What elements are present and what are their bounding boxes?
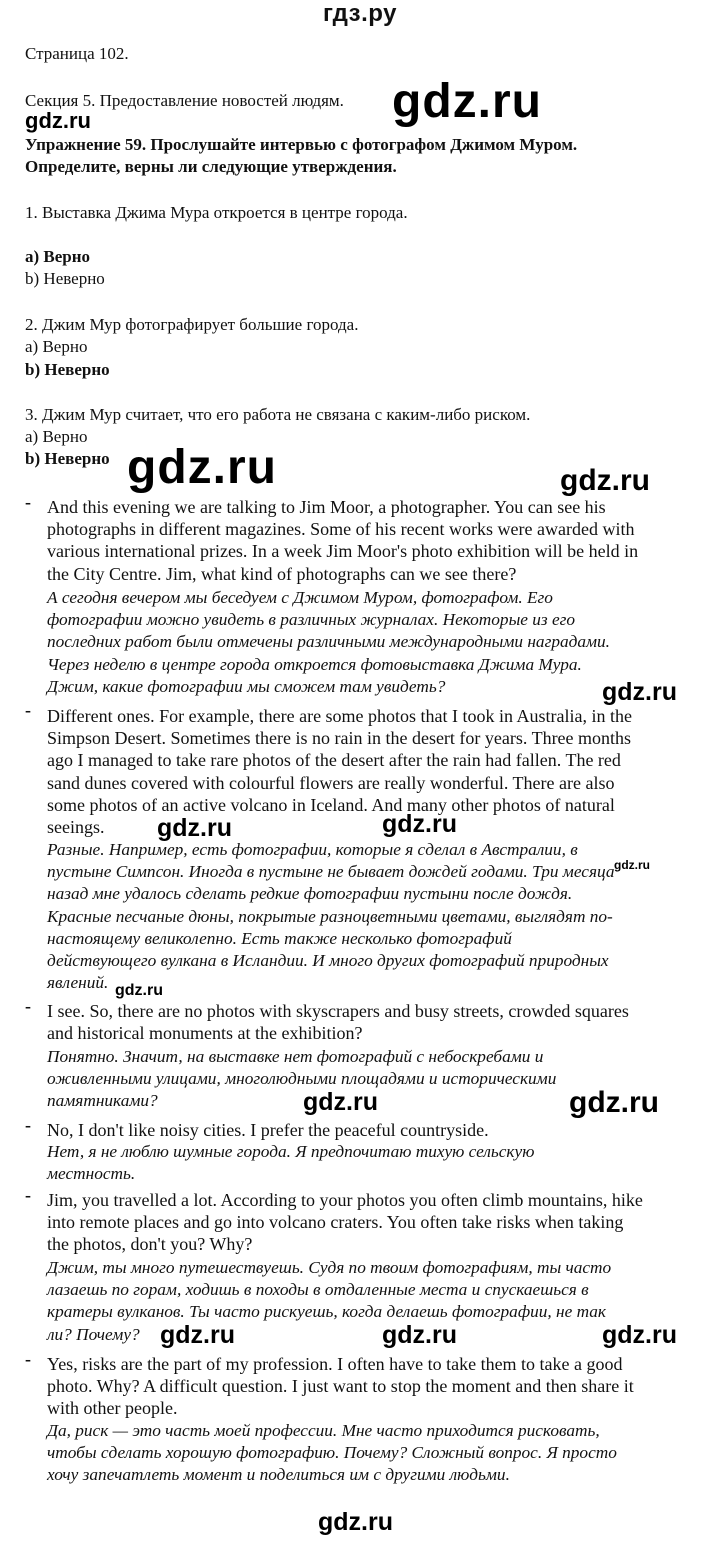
- text-line: Да, риск — это часть моей профессии. Мне часто приходится рисковать,: [47, 1421, 600, 1440]
- text-line: последних работ были отмечены различными международными наградами.: [47, 632, 610, 652]
- watermark-logo: gdz.ru: [157, 814, 232, 842]
- text-line: кратеры вулканов. Ты часто рискуешь, когда делаешь фотографии, не так: [47, 1302, 606, 1322]
- text-line: действующего вулкана в Исландии. И много других фотографий природных: [47, 951, 609, 971]
- question-1-option-a: a) Верно: [25, 247, 91, 266]
- text-line: настоящему великолепно. Есть также несколько фотографий: [47, 928, 512, 948]
- dialogue-dash: -: [25, 1185, 31, 1205]
- text-line: various international prizes. In a week Jim Moor's photo exhibition will be held in: [47, 541, 639, 562]
- text-line: And this evening we are talking to Jim Moor, a photographer. You can see his: [47, 497, 606, 517]
- text-line: Нет, я не люблю шумные города. Я предпочитаю тихую сельскую: [47, 1142, 535, 1161]
- exercise-title-line1: Упражнение 59. Прослушайте интервью с фотографом Джимом Муром.: [25, 135, 578, 154]
- text-line: some photos of an active volcano in Iceland. And many other photos of natural: [47, 794, 615, 815]
- text-line: seeings.: [47, 817, 105, 838]
- text-line: А сегодня вечером мы беседуем с Джимом Муром, фотографом. Его: [47, 588, 553, 607]
- text-line: into remote places and go into volcano craters. You often take risks when taking: [47, 1212, 624, 1233]
- text-line: памятниками?: [47, 1091, 158, 1111]
- text-line: ago I managed to take rare photos of the desert after the rain had fallen. The red: [47, 750, 621, 771]
- dialogue-0-en: [47, 496, 707, 585]
- watermark-logo: gdz.ru: [614, 858, 650, 872]
- text-line: Красные песчаные дюны, покрытые разноцветными цветами, выглядят по-: [47, 906, 613, 926]
- section-label: Секция 5. Предоставление новостей людям.: [25, 91, 344, 110]
- question-2-option-b: b) Неверно: [25, 360, 110, 379]
- watermark-logo: gdz.ru: [392, 75, 542, 128]
- watermark-logo: gdz.ru: [569, 1086, 659, 1119]
- text-line: оживленными улицами, многолюдными площадями и историческими: [47, 1069, 557, 1089]
- watermark-logo: gdz.ru: [160, 1321, 235, 1349]
- watermark-logo: gdz.ru: [303, 1088, 378, 1116]
- watermark-logo: gdz.ru: [602, 678, 677, 706]
- dialogue-dash: -: [25, 1115, 31, 1135]
- watermark-logo: gdz.ru: [115, 982, 163, 999]
- dialogue-dash: -: [25, 700, 31, 720]
- watermark-logo: gdz.ru: [318, 1508, 393, 1536]
- watermark-logo: gdz.ru: [127, 441, 277, 494]
- dialogue-dash: -: [25, 1349, 31, 1369]
- dialogue-1-ru: [47, 839, 712, 994]
- question-2: 2. Джим Мур фотографирует большие города.: [25, 315, 359, 334]
- dialogue-3-en: [47, 1119, 707, 1141]
- page-label: Страница 102.: [25, 44, 129, 63]
- dialogue-4-en: [47, 1189, 707, 1256]
- text-line: the photos, don't you? Why?: [47, 1234, 253, 1255]
- dialogue-1-en: [47, 705, 707, 838]
- text-line: Jim, you travelled a lot. According to your photos you often climb mountains, hike: [47, 1190, 643, 1210]
- text-line: the City Centre. Jim, what kind of photographs can we see there?: [47, 563, 517, 584]
- text-line: Разные. Например, есть фотографии, которые я сделал в Австралии, в: [47, 840, 578, 859]
- text-line: лазаешь по горам, ходишь в походы в отдаленные места и спускаешься в: [47, 1280, 589, 1300]
- text-line: Джим, ты много путешествуешь. Судя по твоим фотографиям, ты часто: [47, 1258, 612, 1277]
- site-header: гдз.ру: [323, 0, 397, 27]
- text-line: photo. Why? A difficult question. I just want to stop the moment and then share it: [47, 1376, 634, 1397]
- text-line: назад мне удалось сделать редкие фотографии пустыни после дождя.: [47, 884, 573, 904]
- text-line: Yes, risks are the part of my profession. I often have to take them to take a good: [47, 1354, 623, 1374]
- dialogue-dash: -: [25, 492, 31, 512]
- text-line: явлений.: [47, 973, 109, 993]
- text-line: пустыне Симпсон. Иногда в пустыне не бывает дождей годами. Три месяца: [47, 862, 615, 882]
- text-line: sand dunes covered with colourful flowers are really wonderful. There are also: [47, 772, 615, 793]
- text-line: and historical monuments at the exhibition?: [47, 1023, 363, 1044]
- dialogue-2-en: [47, 1000, 707, 1044]
- text-line: чтобы сделать хорошую фотографию. Почему? Сложный вопрос. Я просто: [47, 1443, 617, 1463]
- dialogue-3-ru: [47, 1141, 712, 1185]
- question-3: 3. Джим Мур считает, что его работа не связана с каким-либо риском.: [25, 405, 531, 424]
- question-2-option-a: a) Верно: [25, 337, 88, 356]
- watermark-logo: gdz.ru: [382, 1321, 457, 1349]
- dialogue-dash: -: [25, 996, 31, 1016]
- text-line: with other people.: [47, 1398, 178, 1419]
- text-line: ли? Почему?: [47, 1324, 140, 1344]
- question-3-option-b: b) Неверно: [25, 449, 110, 468]
- text-line: No, I don't like noisy cities. I prefer the peaceful countryside.: [47, 1120, 489, 1140]
- watermark-logo: gdz.ru: [25, 108, 91, 133]
- watermark-logo: gdz.ru: [382, 810, 457, 838]
- question-3-option-a: a) Верно: [25, 427, 88, 446]
- text-line: Понятно. Значит, на выставке нет фотографий с небоскребами и: [47, 1047, 544, 1066]
- text-line: photographs in different magazines. Some of his recent works were awarded with: [47, 519, 635, 540]
- dialogue-5-ru: [47, 1420, 712, 1487]
- exercise-title-line2: Определите, верны ли следующие утверждения.: [25, 157, 397, 176]
- question-1: 1. Выставка Джима Мура откроется в центре города.: [25, 203, 408, 222]
- question-1-option-b: b) Неверно: [25, 269, 105, 288]
- watermark-logo: gdz.ru: [560, 464, 650, 497]
- watermark-logo: gdz.ru: [602, 1321, 677, 1349]
- text-line: фотографии можно увидеть в различных журналах. Некоторые из его: [47, 610, 576, 630]
- text-line: местность.: [47, 1164, 136, 1184]
- text-line: хочу запечатлеть момент и поделиться им с другими людьми.: [47, 1465, 510, 1485]
- text-line: I see. So, there are no photos with skyscrapers and busy streets, crowded squares: [47, 1001, 629, 1021]
- text-line: Simpson Desert. Sometimes there is no rain in the desert for years. Three months: [47, 728, 632, 749]
- text-line: Different ones. For example, there are some photos that I took in Australia, in the: [47, 706, 633, 726]
- text-line: Через неделю в центре города откроется фотовыставка Джима Мура.: [47, 654, 582, 674]
- dialogue-5-en: [47, 1353, 707, 1420]
- text-line: Джим, какие фотографии мы сможем там увидеть?: [47, 676, 446, 696]
